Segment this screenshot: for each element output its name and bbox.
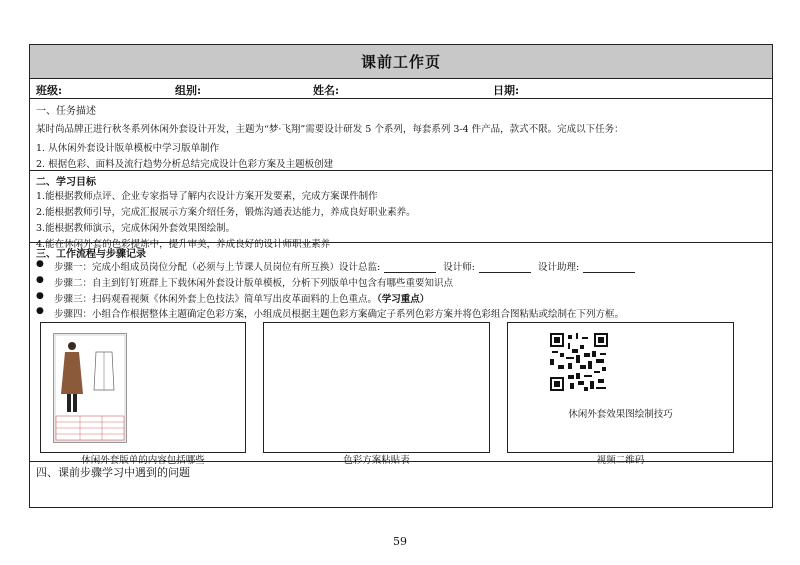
goal-item-1: 1.能根据教师点评、企业专家指导了解内衣设计方案开发要素，完成方案课件制作 <box>36 191 378 202</box>
goal-item-4: 4.能在休闲外套的色彩提炼中，提升审美，养成良好的设计师职业素养 <box>36 239 331 250</box>
director-field[interactable] <box>384 263 436 273</box>
goal-item-2: 2.能根据教师引导，完成汇报展示方案介绍任务，锻炼沟通表达能力，养成良好职业素养。 <box>36 207 416 218</box>
task-intro: 某时尚品牌正进行秋冬系列休闲外套设计开发，主题为“梦·飞翔”需要设计研发 5 个系列，每套系列 3-4 件产品，款式不限。完成以下任务： <box>36 124 624 135</box>
problems-heading: 四、课前步骤学习中遇到的问题 <box>36 466 190 479</box>
assistant-label: 设计助理: <box>537 262 580 273</box>
step-4: 步骤四：小组合作根据整体主题确定色彩方案，小组成员根据主题色彩方案确定子系列色彩方案并将色彩组合图粘贴或绘制在下列方框。 <box>54 309 625 320</box>
qr-caption: 视频二维码 <box>596 455 645 466</box>
workflow-heading: 三、工作流程与步骤记录 <box>36 249 146 260</box>
goals-heading: 二、学习目标 <box>36 177 96 188</box>
goal-item-3: 3.能根据教师演示，完成休闲外套效果图绘制。 <box>36 223 236 234</box>
bullet-icon: ● <box>36 291 44 301</box>
bullet-icon: ● <box>36 306 44 316</box>
designer-field[interactable] <box>479 263 531 273</box>
step-2: 步骤二：自主到钉钉班群上下载休闲外套设计版单模板，分析下列版单中包含有哪些重要知识点 <box>54 278 454 289</box>
date-label: 日期: <box>493 84 520 97</box>
step-1 <box>54 259 639 273</box>
qr-code-icon[interactable] <box>550 333 608 391</box>
task-section <box>30 99 772 171</box>
info-row <box>30 78 772 99</box>
task-item-1: 1. 从休闲外套设计版单模板中学习版单制作 <box>36 143 220 154</box>
designer-label: 设计师: <box>443 262 475 273</box>
bullet-icon: ● <box>36 259 44 269</box>
page-title: 课前工作页 <box>30 45 772 79</box>
group-label: 组别: <box>175 84 202 97</box>
class-label: 班级: <box>36 84 63 97</box>
problems-section[interactable] <box>30 462 772 507</box>
task-heading: 一、任务描述 <box>36 106 96 117</box>
color-scheme-caption: 色彩方案粘贴表 <box>343 455 410 466</box>
step-3-text: 步骤三：扫码观看视频《休闲外套上色技法》简单写出皮革面料的上色重点。 <box>54 294 378 305</box>
name-label: 姓名: <box>313 84 340 97</box>
step-3-emphasis: （学习重点） <box>377 294 430 305</box>
tech-pack-box <box>40 322 246 453</box>
step-1-text: 步骤一：完成小组成员岗位分配（必须与上节课人员岗位有所互换）设计总监: <box>54 262 381 273</box>
tech-pack-caption: 休闲外套版单的内容包括哪些 <box>81 455 205 466</box>
qr-box <box>507 322 734 453</box>
goals-section <box>30 171 772 250</box>
color-scheme-box[interactable] <box>263 322 490 453</box>
worksheet <box>29 44 773 508</box>
assistant-field[interactable] <box>583 263 635 273</box>
tech-pack-image <box>53 333 127 443</box>
page-number: 59 <box>393 535 407 548</box>
step-3 <box>54 291 429 305</box>
bullet-icon: ● <box>36 275 44 285</box>
workflow-section <box>30 243 772 466</box>
qr-label: 休闲外套效果图绘制技巧 <box>568 409 673 420</box>
task-item-2: 2. 根据色彩、面料及流行趋势分析总结完成设计色彩方案及主题板创建 <box>36 159 334 170</box>
